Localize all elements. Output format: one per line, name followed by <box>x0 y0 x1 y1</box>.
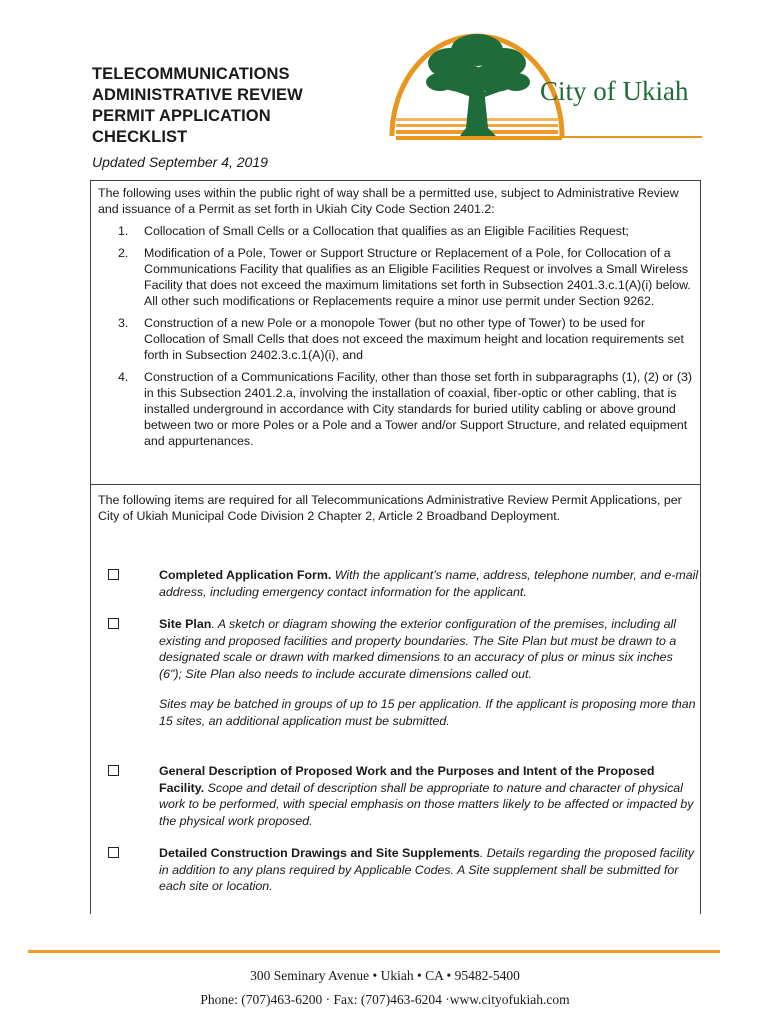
list-item-text: Modification of a Pole, Tower or Support Structure or Replacement of a Pole, for Collocation of a Communications Facility that qualifies as an Eligible Facilities Request or involves a Small Wireless Facility that does not exceed the maximum limitations set forth in Subsection 2401.3.c.1(A)(i) below. All other such modifications or Replacements require a minor use permit under Section 9262. <box>144 246 691 308</box>
checkbox[interactable] <box>108 765 119 776</box>
title-line-3: PERMIT APPLICATION <box>92 107 271 125</box>
checklist-item-text <box>159 616 699 729</box>
permitted-uses-box <box>90 180 701 485</box>
checklist-item-text <box>159 845 699 895</box>
item-title: Completed Application Form. <box>159 568 332 582</box>
checklist-item-text <box>159 763 699 829</box>
checkbox[interactable] <box>108 847 119 858</box>
logo-text: City of Ukiah <box>540 76 689 106</box>
item-note: Sites may be batched in groups of up to 15 per application. If the applicant is proposing more than 15 sites, an additional application must be submitted. <box>159 697 696 728</box>
footer-address: 300 Seminary Avenue • Ukiah • CA • 95482-5400 <box>250 968 520 983</box>
title-line-2: ADMINISTRATIVE REVIEW <box>92 86 303 104</box>
list-number: 4. <box>118 370 129 384</box>
uses-list <box>98 223 694 449</box>
item-title: Site Plan <box>159 617 212 631</box>
footer-contact: Phone: (707)463-6200 · Fax: (707)463-6204 ·www.cityofukiah.com <box>200 992 570 1007</box>
required-intro: The following items are required for all Telecommunications Administrative Review Permit Applications, per City of Ukiah Municipal Code Division 2 Chapter 2, Article 2 Broadband Deployment. <box>98 493 682 523</box>
uses-list-item <box>98 315 694 363</box>
updated-date: Updated September 4, 2019 <box>92 154 268 170</box>
list-number: 1. <box>118 224 129 238</box>
title-line-4: CHECKLIST <box>92 128 188 146</box>
checkbox[interactable] <box>108 569 119 580</box>
item-description: With the applicant’s name, address, telephone number, and e-mail address, including emergency contact information for the applicant. <box>159 568 699 599</box>
uses-list-item <box>98 245 694 309</box>
uses-list-item <box>98 223 694 239</box>
item-title: Detailed Construction Drawings and Site Supplements <box>159 846 480 860</box>
list-number: 2. <box>118 246 129 260</box>
document-title-block <box>92 64 372 170</box>
uses-intro: The following uses within the public right of way shall be a permitted use, subject to Administrative Review and issuance of a Permit as set forth in Ukiah City Code Section 2401.2: <box>98 186 679 216</box>
list-item-text: Construction of a new Pole or a monopole Tower (but no other type of Tower) to be used for Collocation of Small Cells that does not exceed the maximum height and location requirements set forth in Subsection 2402.3.c.1(A)(i), and <box>144 316 684 362</box>
checklist-item-text <box>159 567 699 600</box>
list-item-text: Collocation of Small Cells or a Collocation that qualifies as an Eligible Facilities Request; <box>144 224 629 238</box>
list-item-text: Construction of a Communications Facility, other than those set forth in subparagraphs (1), (2) or (3) in this Subsection 2401.2.a, involving the installation of coaxial, fiber-optic or other cabling, that is installed underground in accordance with City standards for buried utility cabling or above ground between two or more Poles or a Pole and a Tower and/or Support Structure, and related equipment and appurtenances. <box>144 370 692 448</box>
city-of-ukiah-logo <box>382 18 712 143</box>
item-title: General Description of Proposed Work and the Purposes and Intent of the Proposed Facility. <box>159 764 655 795</box>
footer-divider <box>28 950 720 953</box>
uses-list-item <box>98 369 694 449</box>
checkbox[interactable] <box>108 618 119 629</box>
footer-address-block <box>0 966 770 1010</box>
item-description: . Details regarding the proposed facility in addition to any plans required by Applicable Codes. A Site supplement shall be submitted for each site or location. <box>159 846 695 893</box>
item-description: Scope and detail of description shall be appropriate to nature and character of physical work to be performed, with special emphasis on those matters likely to be affected or impacted by the physical work proposed. <box>159 780 694 828</box>
item-description: . A sketch or diagram showing the exterior configuration of the premises, including all existing and proposed facilities and property boundaries. The Site Plan but must be drawn to a designated scale or drawn with marked dimensions to an accuracy of plus or minus six inches (6"); Site Plan also needs to include accurate dimensions called out. <box>159 617 677 681</box>
list-number: 3. <box>118 316 129 330</box>
title-line-1: TELECOMMUNICATIONS <box>92 65 290 83</box>
